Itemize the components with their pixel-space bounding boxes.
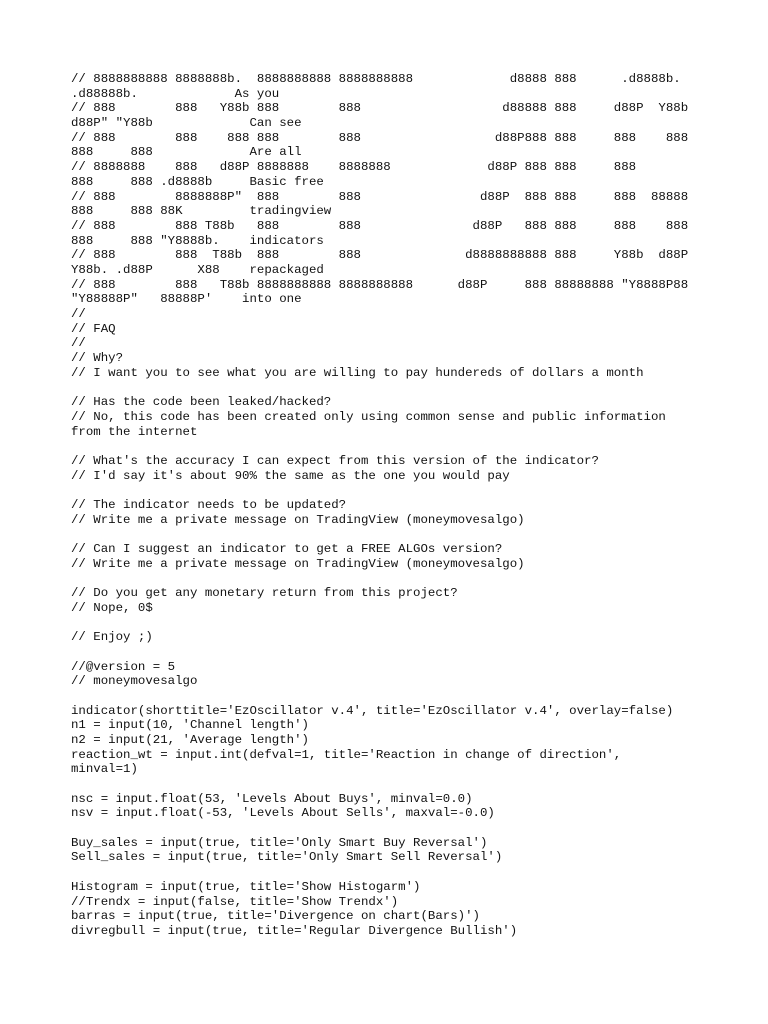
code-line bbox=[71, 527, 711, 542]
code-line: 888 888 Are all bbox=[71, 145, 302, 160]
code-line: // 8888888 888 d88P 8888888 8888888 d88P 888 888 888 bbox=[71, 160, 637, 175]
code-line: 888 888 .d8888b Basic free bbox=[71, 174, 324, 189]
code-line bbox=[71, 865, 711, 880]
code-line: // 888 888 T88b 888 888 d8888888888 888 Y88b d88P bbox=[71, 248, 689, 263]
code-line: minval=1) bbox=[71, 762, 138, 777]
code-line: //@version = 5 bbox=[71, 659, 176, 674]
code-line: reaction_wt = input.int(defval=1, title='Reaction in change of direction', bbox=[71, 747, 622, 762]
code-line: nsc = input.float(53, 'Levels About Buys', minval=0.0) bbox=[71, 791, 473, 806]
code-line: n1 = input(10, 'Channel length') bbox=[71, 718, 309, 733]
code-line: "Y88888P" 88888P' into one bbox=[71, 292, 302, 307]
code-line: Sell_sales = input(true, title='Only Smart Sell Reversal') bbox=[71, 850, 503, 865]
code-line: // 888 8888888P" 888 888 d88P 888 888 888 88888 bbox=[71, 189, 689, 204]
code-line: // 8888888888 8888888b. 8888888888 8888888888 d8888 888 .d8888b. bbox=[71, 72, 681, 86]
code-line: // Write me a private message on TradingView (moneymovesalgo) bbox=[71, 512, 525, 527]
code-line: // bbox=[71, 336, 86, 351]
code-line: // I'd say it's about 90% the same as the one you would pay bbox=[71, 468, 510, 483]
code-line bbox=[71, 777, 711, 792]
code-line: // FAQ bbox=[71, 321, 116, 336]
code-line bbox=[71, 380, 711, 395]
code-line: 888 888 88K tradingview bbox=[71, 204, 332, 219]
code-line bbox=[71, 439, 711, 454]
code-line: // moneymovesalgo bbox=[71, 674, 198, 689]
code-line: // 888 888 888 888 888 d88P888 888 888 888 bbox=[71, 130, 689, 145]
code-line: // Nope, 0$ bbox=[71, 600, 153, 615]
code-line: // Do you get any monetary return from this project? bbox=[71, 586, 458, 601]
code-line bbox=[71, 571, 711, 586]
code-line: Y88b. .d88P X88 repackaged bbox=[71, 262, 324, 277]
code-line bbox=[71, 483, 711, 498]
code-line: // Why? bbox=[71, 351, 124, 366]
code-line: // No, this code has been created only using common sense and public information bbox=[71, 409, 666, 424]
code-line: // What's the accuracy I can expect from this version of the indicator? bbox=[71, 453, 599, 468]
code-line: d88P" "Y88b Can see bbox=[71, 116, 302, 131]
code-line: // Has the code been leaked/hacked? bbox=[71, 395, 332, 410]
code-line: barras = input(true, title='Divergence on chart(Bars)') bbox=[71, 909, 480, 924]
code-line: // Enjoy ;) bbox=[71, 630, 153, 645]
code-line: Buy_sales = input(true, title='Only Smart Buy Reversal') bbox=[71, 835, 488, 850]
code-line: indicator(shorttitle='EzOscillator v.4', title='EzOscillator v.4', overlay=false) bbox=[71, 703, 674, 718]
code-line bbox=[71, 821, 711, 836]
code-line bbox=[71, 615, 711, 630]
code-line: // bbox=[71, 307, 86, 321]
code-line: divregbull = input(true, title='Regular Divergence Bullish') bbox=[71, 923, 518, 938]
code-line: n2 = input(21, 'Average length') bbox=[71, 732, 309, 747]
code-line: // Can I suggest an indicator to get a FREE ALGOs version? bbox=[71, 542, 503, 556]
code-line: // 888 888 T88b 888 888 d88P 888 888 888 888 bbox=[71, 218, 689, 233]
code-line: // Write me a private message on TradingView (moneymovesalgo) bbox=[71, 556, 525, 571]
code-line: //Trendx = input(false, title='Show Trendx') bbox=[71, 894, 399, 909]
code-line: // I want you to see what you are willing to pay hundereds of dollars a month bbox=[71, 365, 644, 380]
code-line: // 888 888 T88b 8888888888 8888888888 d88P 888 88888888 "Y8888P88 bbox=[71, 277, 689, 292]
code-line bbox=[71, 689, 711, 704]
code-line: from the internet bbox=[71, 424, 198, 439]
code-line: // 888 888 Y88b 888 888 d88888 888 d88P Y88b bbox=[71, 101, 689, 116]
code-line: .d88888b. As you bbox=[71, 86, 280, 101]
code-line bbox=[71, 645, 711, 660]
code-line: nsv = input.float(-53, 'Levels About Sells', maxval=-0.0) bbox=[71, 806, 495, 821]
code-line: 888 888 "Y8888b. indicators bbox=[71, 233, 324, 248]
code-line: Histogram = input(true, title='Show Histogarm') bbox=[71, 879, 421, 894]
code-listing bbox=[71, 72, 711, 939]
code-line: // The indicator needs to be updated? bbox=[71, 497, 347, 512]
